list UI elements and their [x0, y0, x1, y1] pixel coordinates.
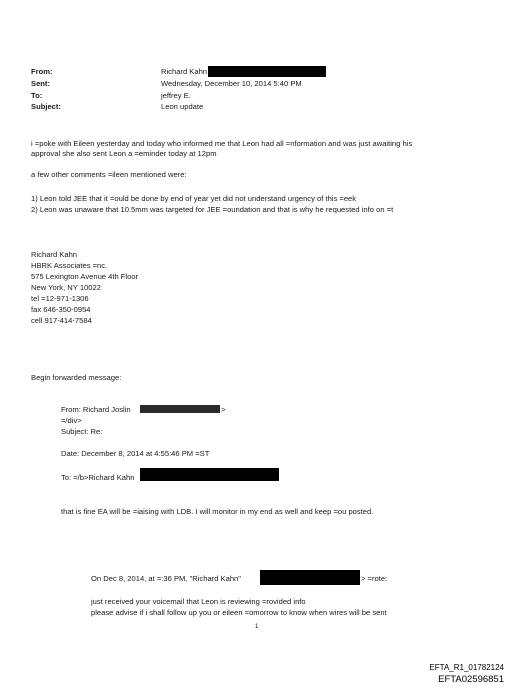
quoted-wrote: > =rote:	[361, 574, 388, 583]
forwarded-from: From: Richard Joslin	[61, 405, 131, 414]
from-label: From:	[31, 67, 53, 76]
footer-id-secondary: EFTA02596851	[438, 674, 504, 685]
forwarded-body: that is fine EA will be =iaising with LDB. I will monitor in my end as well and keep =ou posted.	[61, 507, 374, 516]
list-item: 1) Leon told JEE that it =ould be done by end of year yet did not understand urgency of this =eek	[31, 194, 357, 203]
signature-name: Richard Kahn	[31, 250, 78, 259]
signature-fax: fax 646-350-0954	[31, 305, 91, 314]
footer-id-primary: EFTA_R1_01782124	[429, 663, 504, 672]
redaction-box	[208, 66, 326, 77]
quoted-line: just received your voicemail that Leon is reviewing =rovided info	[91, 597, 306, 606]
subject-value: Leon update	[161, 102, 204, 111]
forwarded-date: Date: December 8, 2014 at 4:55:46 PM =ST	[61, 449, 210, 458]
redaction-box	[260, 570, 360, 585]
quoted-header: On Dec 8, 2014, at =:36 PM, "Richard Kahn"	[91, 574, 241, 583]
to-value: jeffrey E.	[161, 91, 191, 100]
body-paragraph-line: i =poke with Eileen yesterday and today who informed me that Leon had all =nformation and was just awaiting his	[31, 139, 413, 148]
to-label: To:	[31, 91, 43, 100]
sent-value: Wednesday, December 10, 2014 5:40 PM	[161, 79, 302, 88]
signature-company: HBRK Associates =nc.	[31, 261, 108, 270]
page-number: 1	[255, 624, 259, 630]
forwarded-to: To: =/b>Richard Kahn	[61, 473, 135, 482]
subject-label: Subject:	[31, 102, 61, 111]
signature-tel: tel =12-971-1306	[31, 294, 89, 303]
forwarded-div: =/div>	[61, 416, 82, 425]
body-paragraph: a few other comments =ileen mentioned were:	[31, 170, 187, 179]
list-item: 2) Leon was unaware that 10.5mm was targeted for JEE =oundation and that is why he requested info on =t	[31, 205, 394, 214]
body-paragraph-line: approval she also sent Leon a =eminder today at 12pm	[31, 149, 217, 158]
redaction-box	[140, 468, 279, 481]
signature-cell: cell 917-414-7584	[31, 316, 92, 325]
from-value: Richard Kahn	[161, 67, 208, 76]
quoted-line: please advise if i shall follow up you or eileen =omorrow to know when wires will be sent	[91, 608, 387, 617]
signature-address: 575 Lexington Avenue 4th Floor	[31, 272, 139, 281]
forwarded-intro: Begin forwarded message:	[31, 373, 122, 382]
sent-label: Sent:	[31, 79, 50, 88]
forwarded-from-tail: >	[221, 405, 226, 414]
forwarded-subject: Subject: Re:	[61, 427, 103, 436]
redaction-box	[140, 405, 220, 413]
signature-address: New York, NY 10022	[31, 283, 101, 292]
